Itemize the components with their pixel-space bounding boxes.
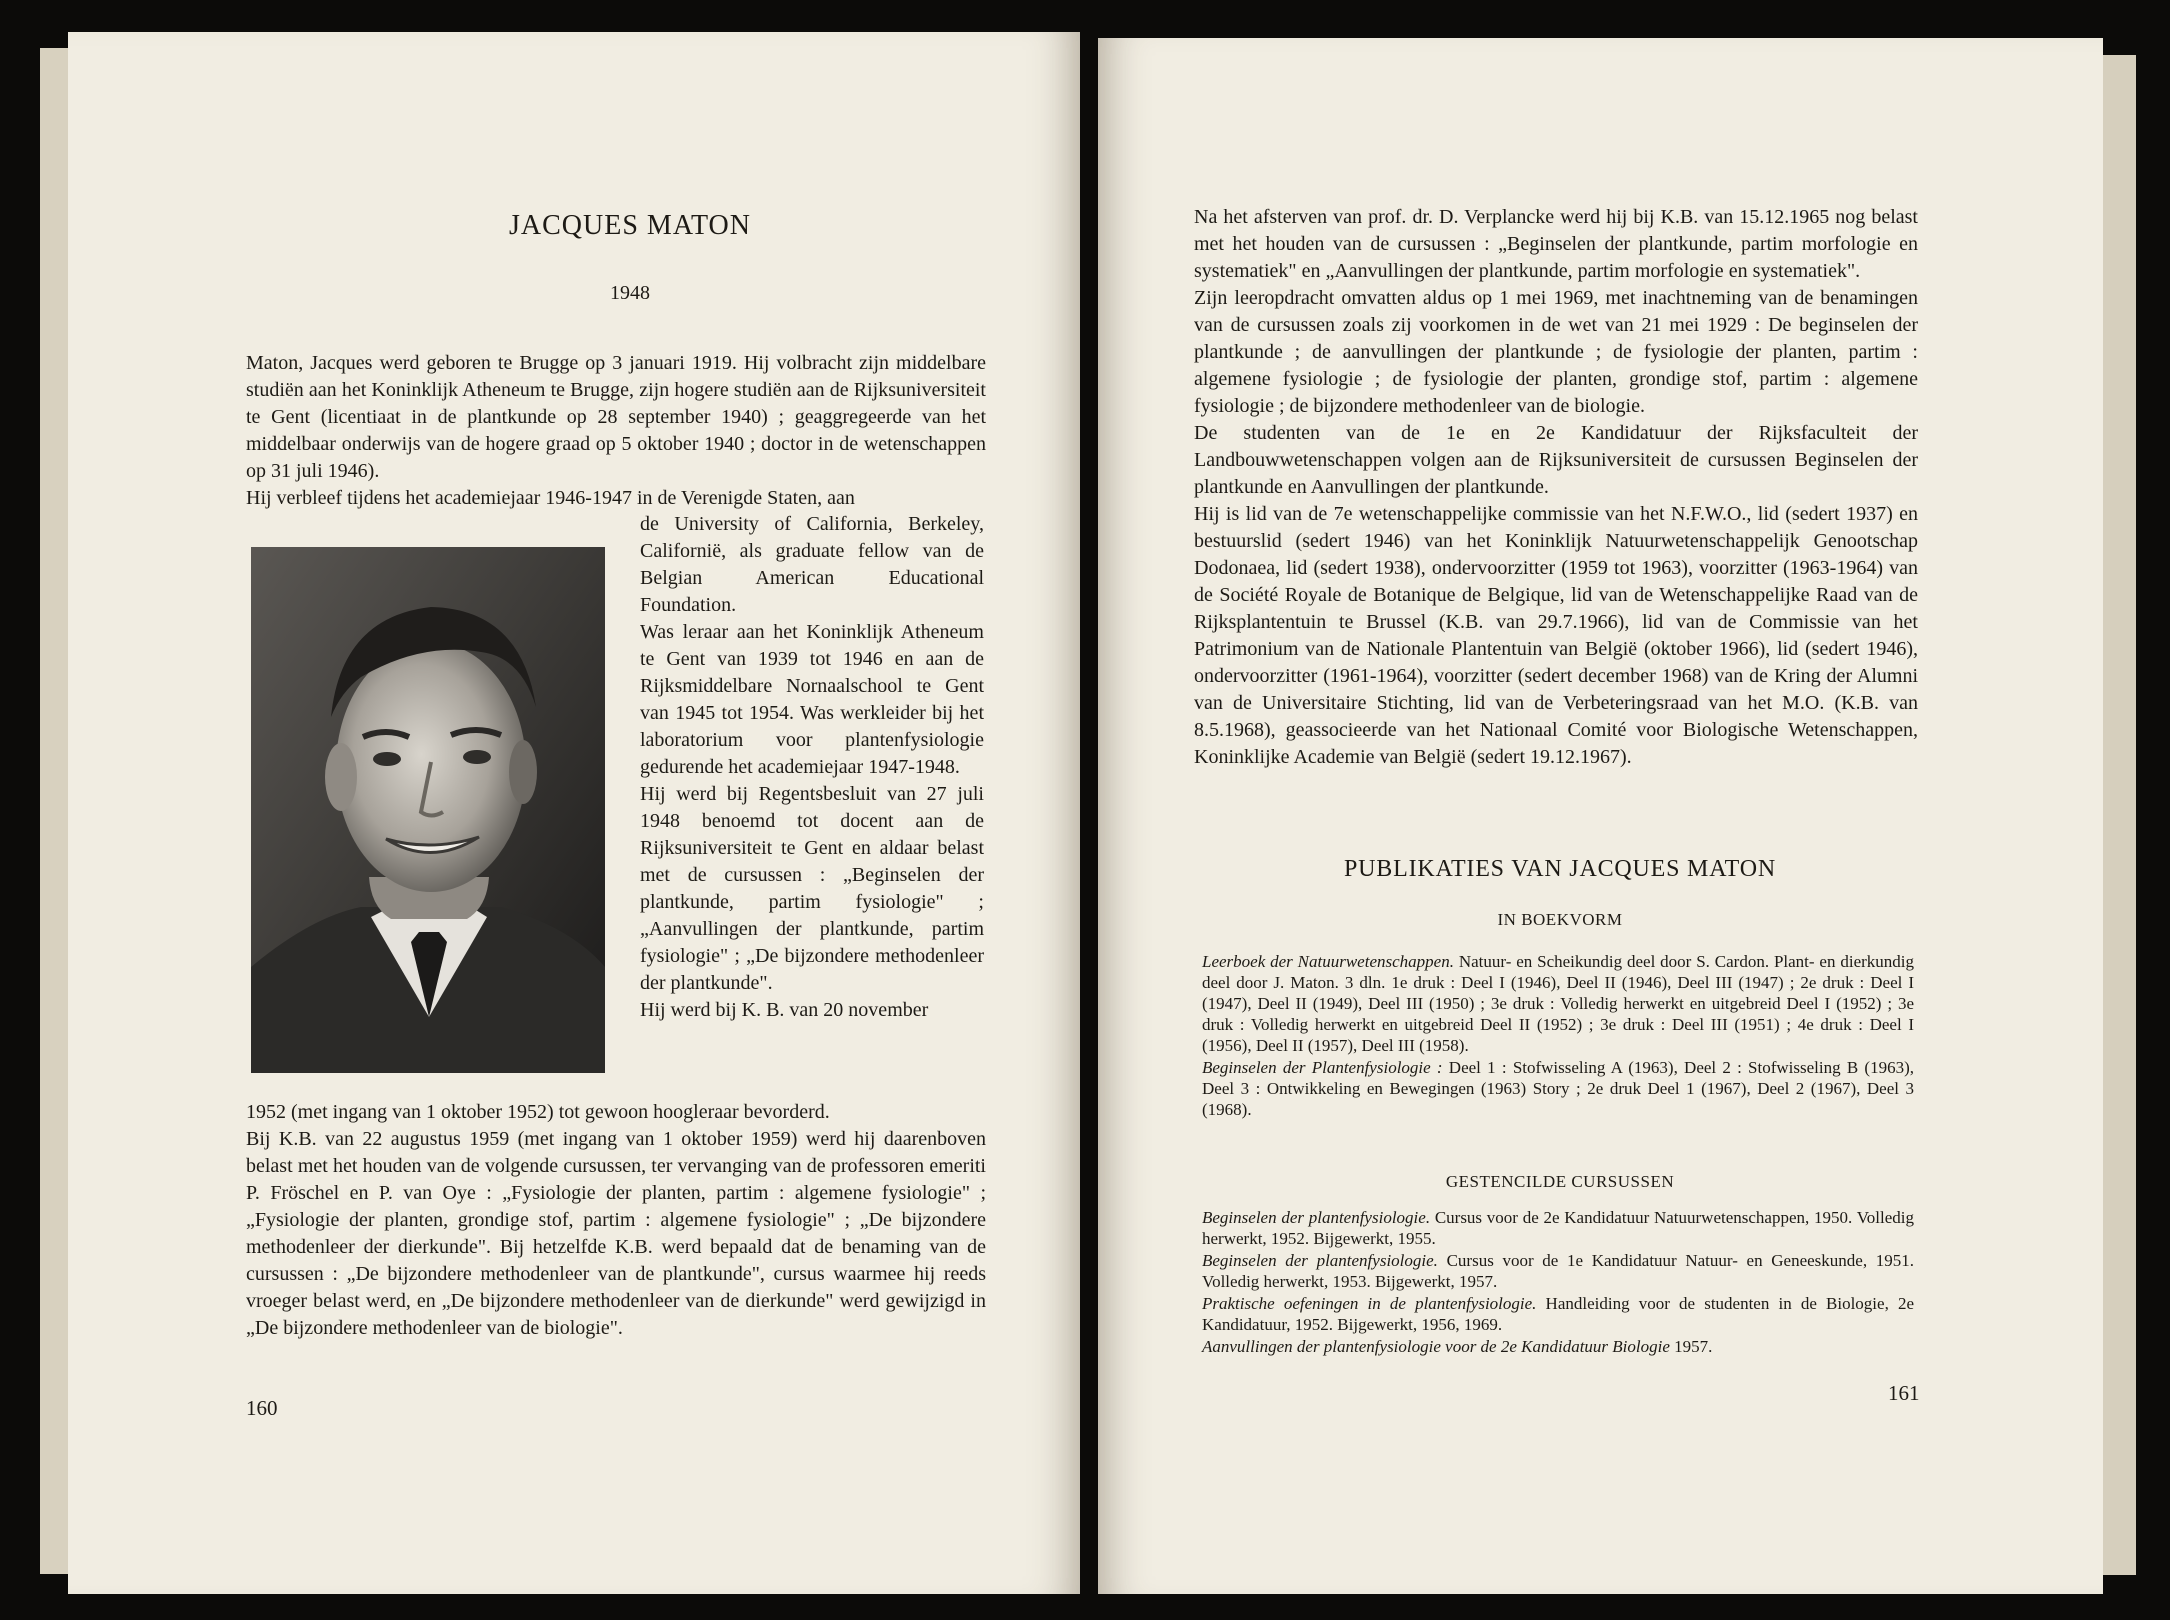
right-body-text <box>1194 204 1918 771</box>
curs-ref-1-title: Beginselen der plantenfysiologie. <box>1202 1208 1431 1227</box>
biography-title: JACQUES MATON <box>509 210 751 241</box>
cursussen-heading: GESTENCILDE CURSUSSEN <box>1445 1172 1675 1191</box>
boekvorm-list <box>1202 951 1914 1121</box>
publications-heading: PUBLIKATIES VAN JACQUES MATON <box>1344 856 1776 882</box>
right-paragraph-2: Zijn leeropdracht omvatten aldus op 1 mei 1969, met inachtneming van de benamingen van de cursussen zoals zij voorkomen in de wet van 21 mei 1929 : De beginselen der plantkunde ; de aanvullingen der plantkunde ; de fysiologie der planten, partim : algemene fysiologie ; de fysiologie der planten, grondige stof, partim : algemene fysiologie ; de bijzondere methodenleer van de biologie. <box>1194 287 1918 417</box>
curs-ref-3-text: Handleiding voor de studenten in de Biologie, 2e Kandidatuur, 1952. Bijgewerkt, 1956, 1969. <box>1202 1294 1914 1334</box>
page-number-left: 160 <box>246 1396 278 1420</box>
boek-ref-1-text: Natuur- en Scheikundig deel door S. Cardon. Plant- en dierkundig deel door J. Maton. 3 dln. 1e druk : Deel I (1946), Deel II (1946), Deel III (1947) ; 2e druk : Deel I (1947), Deel II (1949), Deel III (1950) ; 3e druk : Volledig herwerkt en uitgebreid Deel I (1952) ; 3e druk : Volledig herwerkt en uitgebreid Deel II (1952) ; 3e druk : Deel III (1951) ; 4e druk : Deel I (1956), Deel II (1957), Deel III (1958). <box>1202 952 1914 1055</box>
boek-ref-2 <box>1202 1057 1914 1120</box>
curs-ref-4 <box>1202 1336 1914 1357</box>
curs-ref-2-text: Cursus voor de 1e Kandidatuur Natuur- en Geneeskunde, 1951. Volledig herwerkt, 1953. Bijgewerkt, 1957. <box>1202 1251 1914 1291</box>
curs-ref-1-text: Cursus voor de 2e Kandidatuur Natuurwetenschappen, 1950. Volledig herwerkt, 1952. Bijgewerkt, 1955. <box>1202 1208 1914 1248</box>
boek-ref-1-title: Leerboek der Natuurwetenschappen. <box>1202 952 1454 971</box>
intro-paragraph-2: Hij verbleef tijdens het academiejaar 1946-1947 in de Verenigde Staten, aan <box>246 487 855 509</box>
curs-ref-3 <box>1202 1293 1914 1335</box>
curs-ref-3-title: Praktische oefeningen in de plantenfysiologie. <box>1202 1294 1537 1313</box>
bottom-paragraph-2: Bij K.B. van 22 augustus 1959 (met ingang van 1 oktober 1959) werd hij daarenboven belast met het houden van de volgende cursussen, ter vervanging van de professoren emeriti P. Fröschel en P. van Oye : „Fysiologie der planten, partim : algemene fysiologie" ; „Fysiologie der planten, grondige stof, partim : algemene fysiologie" ; „De bijzondere methodenleer der dierkunde". Bij hetzelfde K.B. werd bepaald dat de benaming van de cursussen : „De bijzondere methodenleer van de plantkunde", cursus waarmee hij reeds vroeger belast werd, en „De bijzondere methodenleer van de dierkunde" werd gewijzigd in „De bijzondere methodenleer van de biologie". <box>246 1128 986 1339</box>
wrap-paragraph-4: Hij werd bij K. B. van 20 november <box>640 999 929 1021</box>
boekvorm-heading: IN BOEKVORM <box>1497 910 1623 929</box>
portrait-photo <box>251 547 605 1073</box>
curs-ref-4-text: 1957. <box>1669 1337 1713 1356</box>
right-page-edges <box>2100 55 2136 1575</box>
intro-paragraph-1: Maton, Jacques werd geboren te Brugge op 3 januari 1919. Hij volbracht zijn middelbare studiën aan het Koninklijk Atheneum te Brugge, zijn hogere studiën aan de Rijksuniversiteit te Gent (licentiaat in de plantkunde op 28 september 1940) ; geaggregeerde van het middelbaar onderwijs van de hogere graad op 5 oktober 1940 ; doctor in de wetenschappen op 31 juli 1946). <box>246 352 986 482</box>
cursussen-list <box>1202 1207 1914 1358</box>
right-paragraph-1: Na het afsterven van prof. dr. D. Verplancke werd hij bij K.B. van 15.12.1965 nog belast met het houden van de cursussen : „Beginselen der plantkunde, partim morfologie en systematiek" en „Aanvullingen der plantkunde, partim morfologie en systematiek". <box>1194 206 1918 282</box>
wrap-text <box>640 511 984 1024</box>
boek-ref-2-text: Deel 1 : Stofwisseling A (1963), Deel 2 : Stofwisseling B (1963), Deel 3 : Ontwikkeling en Bewegingen (1963) Story ; 2e druk Deel 1 (1967), Deel 2 (1967), Deel 3 (1968). <box>1202 1058 1914 1119</box>
page-number-right: 161 <box>1888 1381 1920 1405</box>
right-paragraph-3: De studenten van de 1e en 2e Kandidatuur der Rijksfaculteit der Landbouwwetenschappen volgen aan de Rijksuniversiteit de cursussen Beginselen der plantkunde en Aanvullingen der plantkunde. <box>1194 422 1918 498</box>
wrap-paragraph-1: de University of California, Berkeley, Californië, als graduate fellow van de Belgian American Educational Foundation. <box>640 513 984 616</box>
curs-ref-2-title: Beginselen der plantenfysiologie. <box>1202 1251 1438 1270</box>
biography-year: 1948 <box>610 282 650 304</box>
wrap-paragraph-2: Was leraar aan het Koninklijk Atheneum te Gent van 1939 tot 1946 en aan de Rijksmiddelbare Nornaalschool te Gent van 1945 tot 1954. Was werkleider bij het laboratorium voor plantenfysiologie gedurende het academiejaar 1947-1948. <box>640 621 984 778</box>
curs-ref-1 <box>1202 1207 1914 1249</box>
bottom-paragraph-1: 1952 (met ingang van 1 oktober 1952) tot gewoon hoogleraar bevorderd. <box>246 1101 830 1123</box>
curs-ref-2 <box>1202 1250 1914 1292</box>
right-paragraph-4: Hij is lid van de 7e wetenschappelijke commissie van het N.F.W.O., lid (sedert 1937) en bestuurslid (sedert 1946) van het Koninklijk Natuurwetenschappelijk Genootschap Dodonaea, lid (sedert 1938), ondervoorzitter (1959 tot 1963), voorzitter (1963-1964) van de Société Royale de Botanique de Belgique, lid van de Wetenschappelijke Raad van de Rijksplantentuin te Brussel (K.B. van 29.7.1966), lid van de Commissie van het Patrimonium van de Nationale Plantentuin van België (oktober 1966), lid (sedert 1946), ondervoorzitter (1961-1964), voorzitter (sedert december 1968) van de Kring der Alumni van de Universitaire Stichting, lid van de Verbeteringsraad van het M.O. (K.B. van 8.5.1968), geassocieerde van het Nationaal Comité voor Biologische Wetenschappen, Koninklijke Academie van België (sedert 19.12.1967). <box>1194 503 1918 768</box>
boek-ref-1 <box>1202 951 1914 1056</box>
intro-text <box>246 350 986 512</box>
wrap-paragraph-3: Hij werd bij Regentsbesluit van 27 juli 1948 benoemd tot docent aan de Rijksuniversiteit te Gent en aldaar belast met de cursussen : „Beginselen der plantkunde, partim fysiologie" ; „Aanvullingen der plantkunde, partim fysiologie" ; „De bijzondere methodenleer der plantkunde". <box>640 783 984 994</box>
curs-ref-4-title: Aanvullingen der plantenfysiologie voor de 2e Kandidatuur Biologie <box>1202 1337 1670 1356</box>
boek-ref-2-title: Beginselen der Plantenfysiologie : <box>1202 1058 1443 1077</box>
bottom-text <box>246 1099 986 1342</box>
